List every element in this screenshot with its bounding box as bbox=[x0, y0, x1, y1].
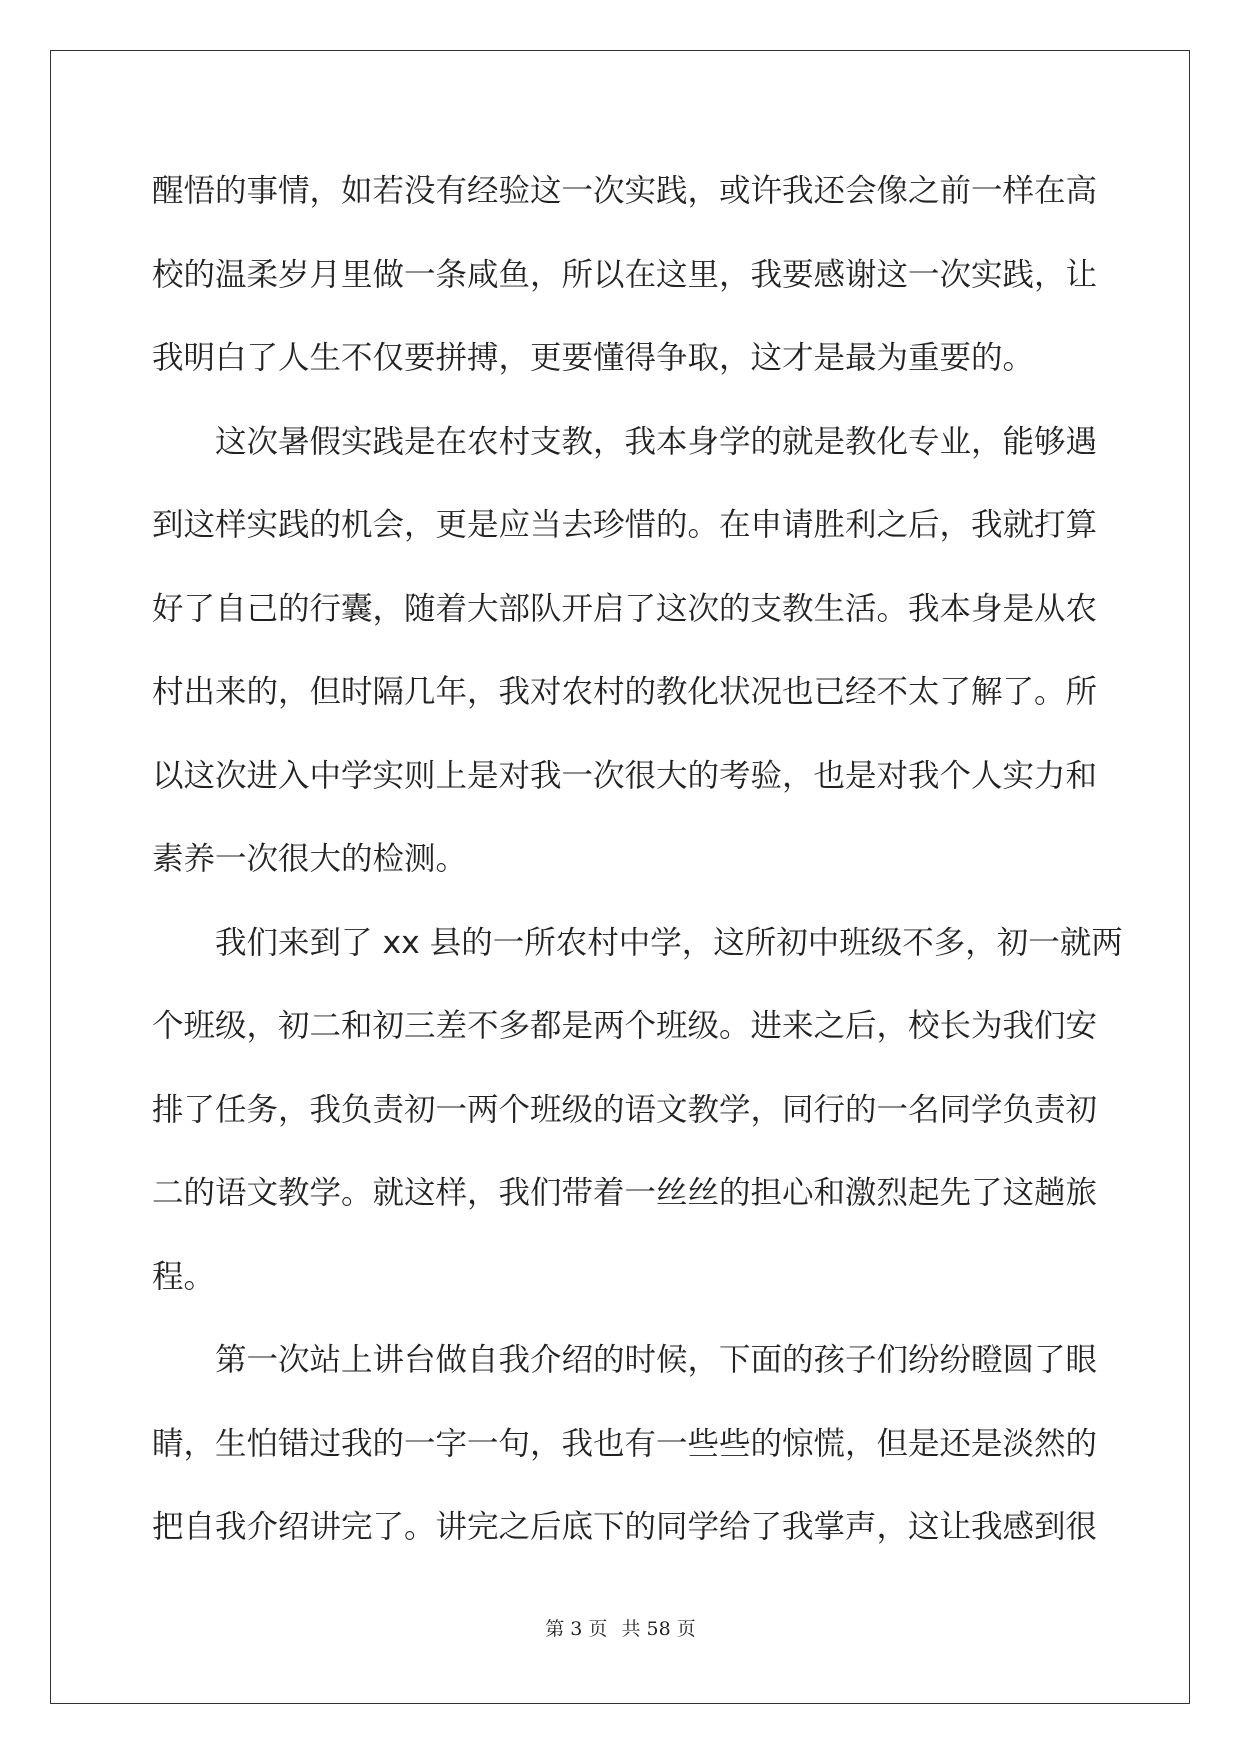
text-line: 睛，生怕错过我的一字一句，我也有一些些的惊慌，但是还是淡然的 bbox=[152, 1425, 1098, 1462]
text-line: 村出来的，但时隔几年，我对农村的教化状况也已经不太了解了。所 bbox=[152, 674, 1098, 710]
total-pages: 共 58 页 bbox=[621, 1618, 696, 1640]
text-line: 这次暑假实践是在农村支教，我本身学的就是教化专业，能够遇 bbox=[215, 423, 1098, 460]
text-line: 素养一次很大的检测。 bbox=[152, 841, 468, 877]
text-line: 好了自己的行囊，随着大部队开启了这次的支教生活。我本身是从农 bbox=[152, 590, 1098, 627]
text-line: 二的语文教学。就这样，我们带着一丝丝的担心和激烈起先了这趟旅 bbox=[152, 1175, 1098, 1211]
text-line: 程。 bbox=[152, 1258, 216, 1295]
page-number: 第 3 页 bbox=[545, 1618, 608, 1640]
text-line: 以这次进入中学实则上是对我一次很大的考验，也是对我个人实力和 bbox=[152, 757, 1098, 794]
text-line: 把自我介绍讲完了。讲完之后底下的同学给了我掌声，这让我感到很 bbox=[152, 1509, 1098, 1545]
text-line: 我明白了人生不仅要拼搏，更要懂得争取，这才是最为重要的。 bbox=[152, 340, 1035, 376]
text-line: 我们来到了 xx 县的一所农村中学，这所初中班级不多，初一就两 bbox=[215, 924, 1123, 961]
page-footer bbox=[0, 1614, 1241, 1641]
text-line: 第一次站上讲台做自我介绍的时候，下面的孩子们纷纷瞪圆了眼 bbox=[215, 1342, 1098, 1378]
text-line: 排了任务，我负责初一两个班级的语文教学，同行的一名同学负责初 bbox=[152, 1091, 1098, 1128]
text-line: 醒悟的事情，如若没有经验这一次实践，或许我还会像之前一样在高 bbox=[152, 173, 1098, 209]
text-line: 个班级，初二和初三差不多都是两个班级。进来之后，校长为我们安 bbox=[152, 1008, 1098, 1044]
body-text bbox=[152, 161, 1123, 1581]
text-line: 到这样实践的机会，更是应当去珍惜的。在申请胜利之后，我就打算 bbox=[152, 507, 1098, 543]
text-line: 校的温柔岁月里做一条咸鱼，所以在这里，我要感谢这一次实践，让 bbox=[152, 256, 1098, 293]
